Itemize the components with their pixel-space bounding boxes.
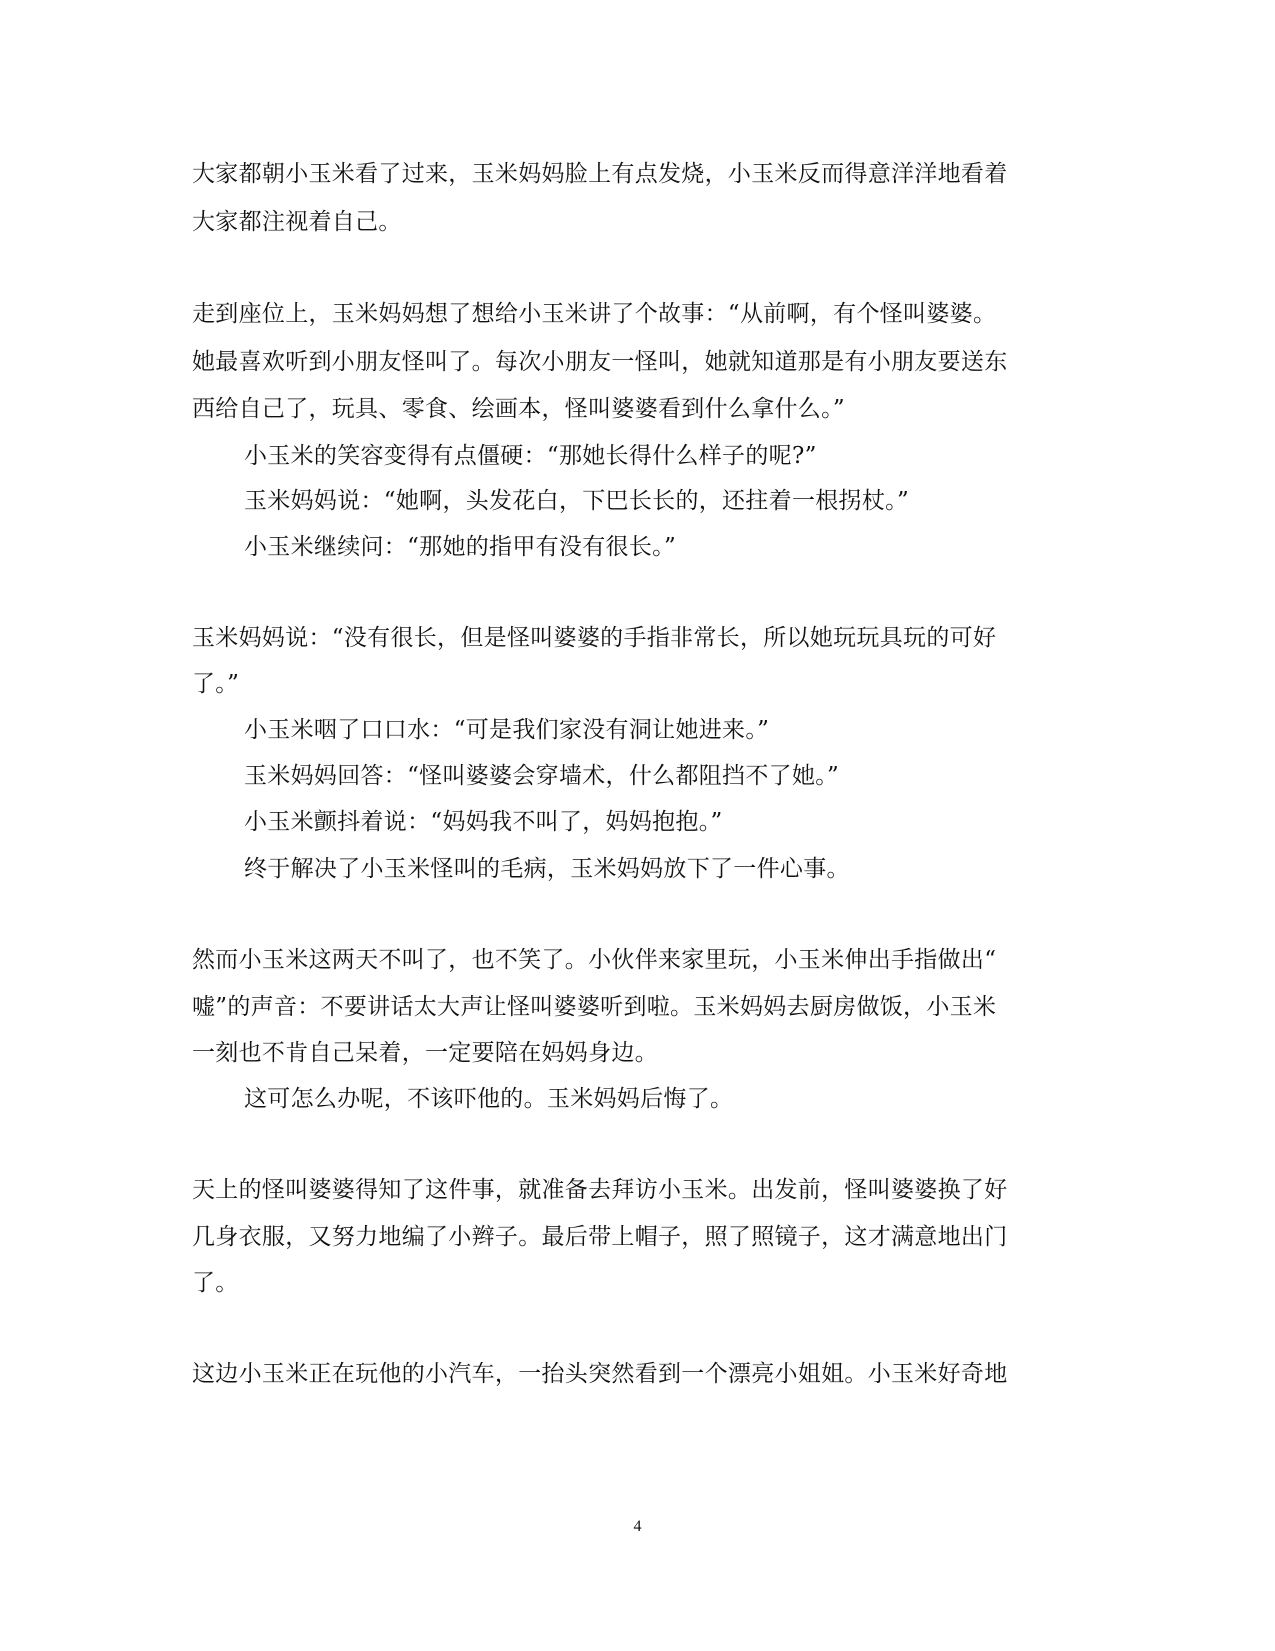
text-line: 走到座位上，玉米妈妈想了想给小玉米讲了个故事：“从前啊，有个怪叫婆婆。 — [192, 301, 997, 327]
text-line: 大家都朝小玉米看了过来，玉米妈妈脸上有点发烧，小玉米反而得意洋洋地看着 — [192, 161, 1008, 187]
text-line: 她最喜欢听到小朋友怪叫了。每次小朋友一怪叫，她就知道那是有小朋友要送东 — [192, 349, 1008, 375]
text-line: 了。” — [192, 671, 240, 697]
text-line: 小玉米继续问：“那她的指甲有没有很长。” — [244, 534, 677, 560]
text-line: 玉米妈妈回答：“怪叫婆婆会穿墙术，什么都阻挡不了她。” — [244, 763, 840, 789]
text-line: 天上的怪叫婆婆得知了这件事，就准备去拜访小玉米。出发前，怪叫婆婆换了好 — [192, 1177, 1008, 1203]
page-number: 4 — [633, 1518, 642, 1535]
text-line: 这边小玉米正在玩他的小汽车，一抬头突然看到一个漂亮小姐姐。小玉米好奇地 — [192, 1361, 1008, 1387]
text-line: 玉米妈妈说：“没有很长，但是怪叫婆婆的手指非常长，所以她玩玩具玩的可好 — [192, 625, 997, 651]
text-line: 然而小玉米这两天不叫了，也不笑了。小伙伴来家里玩，小玉米伸出手指做出“ — [192, 947, 997, 973]
text-line: 一刻也不肯自己呆着，一定要陪在妈妈身边。 — [192, 1040, 658, 1066]
text-line: 小玉米颤抖着说：“妈妈我不叫了，妈妈抱抱。” — [244, 809, 723, 835]
text-line: 嘘”的声音：不要讲话太大声让怪叫婆婆听到啦。玉米妈妈去厨房做饭，小玉米 — [192, 994, 997, 1020]
text-line: 小玉米的笑容变得有点僵硬：“那她长得什么样子的呢?” — [244, 443, 817, 469]
text-line: 这可怎么办呢，不该吓他的。玉米妈妈后悔了。 — [244, 1086, 734, 1112]
text-line: 西给自己了，玩具、零食、绘画本，怪叫婆婆看到什么拿什么。” — [192, 396, 845, 422]
text-line: 了。 — [192, 1270, 239, 1296]
text-line: 几身衣服，又努力地编了小辫子。最后带上帽子，照了照镜子，这才满意地出门 — [192, 1224, 1008, 1250]
text-line: 玉米妈妈说：“她啊，头发花白，下巴长长的，还拄着一根拐杖。” — [244, 488, 910, 514]
text-line: 终于解决了小玉米怪叫的毛病，玉米妈妈放下了一件心事。 — [244, 856, 850, 882]
text-line: 大家都注视着自己。 — [192, 209, 402, 235]
text-line: 小玉米咽了口口水：“可是我们家没有洞让她进来。” — [244, 717, 770, 743]
